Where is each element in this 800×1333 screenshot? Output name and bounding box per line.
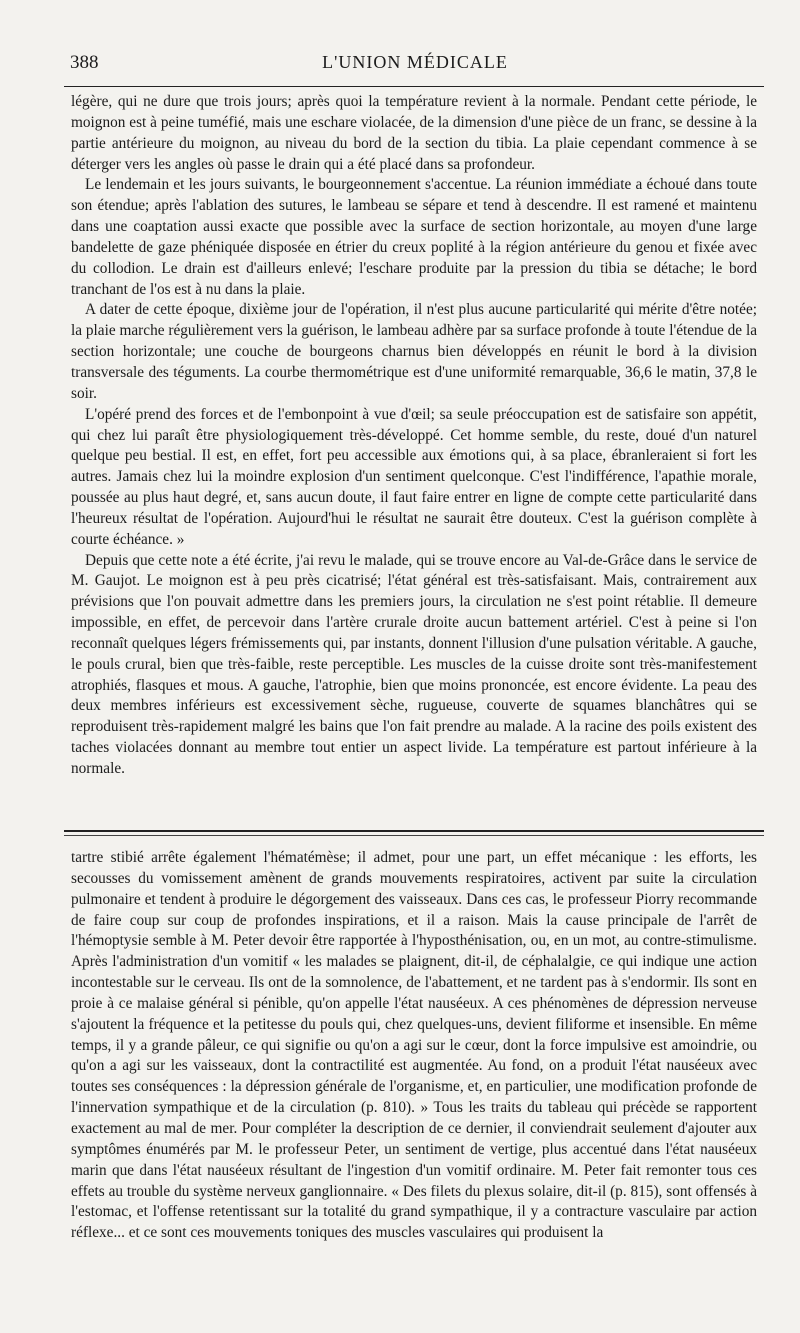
- running-title: L'UNION MÉDICALE: [322, 52, 508, 72]
- paragraph: Le lendemain et les jours suivants, le bourgeonnement s'accentue. La réunion immédiate a échoué dans toute son étendue; après l'ablation des sutures, le lambeau se sépare et tend à descendre. Il est ramené et maintenu dans une coaptation aussi exacte que possible avec la surface de section horizontale, au moyen d'une large bandelette de gaze phéniquée disposée en étrier du creux poplité à la région antérieure du genou et fixée avec du collodion. Le drain est d'ailleurs enlevé; l'eschare produite par la pression du tibia se détache; le bord tranchant de l'os est à nu dans la plaie.: [71, 176, 757, 298]
- header-rule: [64, 86, 764, 87]
- page-header: [70, 52, 760, 78]
- paragraph: A dater de cette époque, dixième jour de l'opération, il n'est plus aucune particularité qui mérite d'être notée; la plaie marche régulièrement vers la guérison, le lambeau adhère par sa surface profonde à toute l'étendue de la section horizontale; une couche de bourgeons charnus bien développés en réunit le bord à la division transversale des téguments. La courbe thermométrique est d'une uniformité remarquable, 36,6 le matin, 37,8 le soir.: [71, 301, 757, 402]
- page-number: 388: [70, 52, 99, 73]
- paragraph: L'opéré prend des forces et de l'embonpoint à vue d'œil; sa seule préoccupation est de satisfaire son appétit, qui chez lui paraît être physiologiquement très-développé. Cet homme semble, du reste, doué d'un naturel quelque peu bestial. Il est, en effet, fort peu accessible aux émotions qui, à sa place, ébranleraient si fort les autres. Jamais chez lui la moindre explosion d'un sentiment quelconque. C'est l'indifférence, l'apathie morale, poussée au plus haut degré, et, sans aucun doute, il faut faire entrer en ligne de compte cette particularité dans l'heureux résultat de l'opération. Aujourd'hui le résultat ne saurait être douteux. C'est la guérison complète à courte échéance. »: [71, 405, 757, 548]
- section-separator: [64, 830, 764, 832]
- article-text: [71, 92, 757, 780]
- paragraph: Depuis que cette note a été écrite, j'ai revu le malade, qui se trouve encore au Val-de-Grâce dans le service de M. Gaujot. Le moignon est à peu près cicatrisé; l'état général est très-satisfaisant. Mais, contrairement aux prévisions que l'on pouvait admettre dans les premiers jours, la circulation ne s'est point rétablie. Il demeure impossible, en effet, de percevoir dans l'artère crurale droite aucun battement artériel. C'est à peine si l'on reconnaît quelques légers frémissements qui, par instants, donnent l'illusion d'une pulsation véritable. A gauche, le pouls crural, bien que très-faible, reste perceptible. Les muscles de la cuisse droite sont très-manifestement atrophiés, flasques et mous. A gauche, l'atrophie, bien que moins prononcée, est encore évidente. La peau des deux membres inférieurs est excessivement sèche, rugueuse, couverte de squames blanchâtres qui se reproduisent très-rapidement malgré les bains que l'on fait prendre au malade. A la racine des poils existent des taches violacées donnant au membre tout entier un aspect livide. La température est partout inférieure à la normale.: [71, 551, 757, 777]
- paragraph: tartre stibié arrête également l'hématémèse; il admet, pour une part, un effet mécanique : les efforts, les secousses du vomissement amènent de grands mouvements respiratoires, activent par suite la circulation pulmonaire et tendent à produire le dégorgement des vaisseaux. Dans ces cas, le professeur Piorry recommande de faire coup sur coup de profondes inspirations, et il a raison. Mais la cause principale de l'arrêt de l'hémoptysie semble à M. Peter devoir être rapportée à l'hyposthénisation, ou, en un mot, au contre-stimulisme. Après l'administration d'un vomitif « les malades se plaignent, dit-il, de céphalalgie, ce qui indique une action incontestable sur le cerveau. Ils ont de la somnolence, de l'abattement, et ne tardent pas à s'endormir. Ils sont en proie à ce malaise général si pénible, qu'on appelle l'état nauséeux. A ces phénomènes de dépression nerveuse s'ajoutent la fréquence et la petitesse du pouls qui, chez quelques-uns, devient filiforme et insensible. En même temps, il y a grande pâleur, ce qui signifie ou qu'on a agi sur le cœur, dont la force impulsive est amoindrie, ou qu'on a agi sur les vaisseaux, dont la contractilité est augmentée. Au fond, on a produit l'état nauséeux avec toutes ses conséquences : la dépression générale de l'organisme, et, en particulier, une modification profonde de l'innervation sympathique et de la circulation (p. 810). » Tous les traits du tableau qui précède se rapportent exactement au mal de mer. Pour compléter la description de ce dernier, il conviendrait seulement d'ajouter aux symptômes énumérés par M. le professeur Peter, un sentiment de vertige, plus accentué dans l'état nauséeux marin que dans l'état nauséeux résultant de l'ingestion d'un vomitif ordinaire. M. Peter fait remonter tous ces effets au trouble du système nerveux ganglionnaire. « Des filets du plexus solaire, dit-il (p. 815), sont offensés à l'estomac, et l'offense retentissant sur la totalité du grand sympathique, il y a contracture vasculaire par action réflexe... et ce sont ces mouvements toniques des muscles vasculaires qui produisent la: [71, 849, 757, 1242]
- paragraph: légère, qui ne dure que trois jours; après quoi la température revient à la normale. Pendant cette période, le moignon est à peine tuméfié, mais une eschare violacée, de la dimension d'une pièce de un franc, se dessine à la partie antérieure du moignon, au niveau du bord de la section du tibia. La plaie cependant commence à se déterger vers les angles où passe le drain qui a été placé dans sa profondeur.: [71, 93, 757, 173]
- feuilleton-text: [71, 848, 757, 1244]
- section-separator-thin: [64, 835, 764, 836]
